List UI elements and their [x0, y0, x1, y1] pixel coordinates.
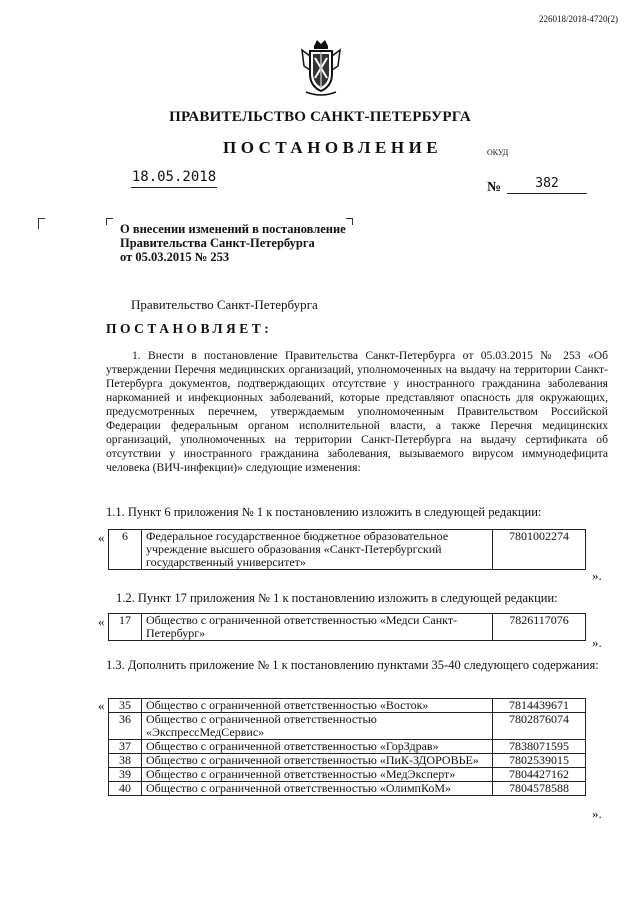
quote-close: ». — [592, 806, 602, 821]
government-title: ПРАВИТЕЛЬСТВО САНКТ-ПЕТЕРБУРГА — [169, 109, 471, 125]
organization-name: Общество с ограниченной ответственностью «Восток» — [142, 699, 493, 713]
table-row — [109, 530, 586, 570]
row-number: 6 — [109, 530, 142, 570]
subject-line: от 05.03.2015 № 253 — [120, 250, 230, 264]
tax-id: 7802539015 — [493, 754, 586, 768]
corner-mark — [38, 218, 45, 229]
amendment-table-3 — [108, 698, 586, 796]
tax-id: 7814439671 — [493, 699, 586, 713]
document-type: ПОСТАНОВЛЕНИЕ — [223, 138, 443, 157]
tax-id: 7801002274 — [493, 530, 586, 570]
paragraph-1: 1. Внести в постановление Правительства Санкт-Петербурга от 05.03.2015 № 253 «Об утверждении Перечня медицинских организаций, уполномоченных на выдачу на территории Санкт-Петербурга документов, подтверждающих отсутствие у иностранного гражданина заболевания наркоманией и инфекционных заболеваний, которые представляют опасность для окружающих, предусмотренных перечнем, утверждаемым уполномоченным Правительством Российской Федерации федеральным органом исполнительной власти, а также Перечня медицинских организаций, уполномоченных на территории Санкт-Петербурга на выдачу сертификата об отсутствии у иностранного гражданина заболевания, вызываемого вирусом иммунодефицита человека (ВИЧ-инфекции)» следующие изменения: — [106, 349, 608, 474]
paragraph-1-3: 1.3. Дополнить приложение № 1 к постановлению пунктами 35-40 следующего содержания: — [106, 658, 599, 672]
document-subject — [120, 222, 346, 264]
number-label: № — [487, 180, 502, 195]
corner-mark — [106, 218, 113, 225]
decree-heading: ПОСТАНОВЛЯЕТ: — [106, 321, 273, 336]
row-number: 36 — [109, 713, 142, 740]
organization-name: Общество с ограниченной ответственностью «ГорЗдрав» — [142, 740, 493, 754]
subject-line: О внесении изменений в постановление — [120, 222, 346, 236]
document-date: 18.05.2018 — [131, 169, 217, 188]
table-row — [109, 699, 586, 713]
row-number: 38 — [109, 754, 142, 768]
row-number: 37 — [109, 740, 142, 754]
organization-name: Федеральное государственное бюджетное образовательное учреждение высшего образования «Санкт-Петербургский государственный университет» — [142, 530, 493, 570]
quote-open: « — [98, 530, 105, 545]
quote-open: « — [98, 614, 105, 629]
organization-name: Общество с ограниченной ответственностью «Медси Санкт-Петербург» — [142, 614, 493, 641]
table-row — [109, 768, 586, 782]
table-row — [109, 614, 586, 641]
quote-close: ». — [592, 568, 602, 583]
row-number: 35 — [109, 699, 142, 713]
quote-close: ». — [592, 635, 602, 650]
table-row — [109, 713, 586, 740]
tax-id: 7804578588 — [493, 782, 586, 796]
issuer-line: Правительство Санкт-Петербурга — [131, 297, 318, 312]
tax-id: 7838071595 — [493, 740, 586, 754]
tax-id: 7804427162 — [493, 768, 586, 782]
row-number: 40 — [109, 782, 142, 796]
amendment-table-2 — [108, 613, 586, 641]
organization-name: Общество с ограниченной ответственностью «МедЭксперт» — [142, 768, 493, 782]
organization-name: Общество с ограниченной ответственностью «ОлимпКоМ» — [142, 782, 493, 796]
amendment-table-1 — [108, 529, 586, 570]
tax-id: 7802876074 — [493, 713, 586, 740]
table-row — [109, 740, 586, 754]
coat-of-arms-icon — [298, 36, 344, 98]
document-number: 382 — [507, 176, 587, 194]
corner-mark — [346, 218, 353, 225]
paragraph-1-2: 1.2. Пункт 17 приложения № 1 к постановлению изложить в следующей редакции: — [116, 591, 558, 605]
row-number: 39 — [109, 768, 142, 782]
table-row — [109, 754, 586, 768]
organization-name: Общество с ограниченной ответственностью «ЭкспрессМедСервис» — [142, 713, 493, 740]
table-row — [109, 782, 586, 796]
row-number: 17 — [109, 614, 142, 641]
okud-label: ОКУД — [487, 148, 509, 157]
quote-open: « — [98, 698, 105, 713]
paragraph-1-1: 1.1. Пункт 6 приложения № 1 к постановлению изложить в следующей редакции: — [106, 505, 542, 519]
tax-id: 7826117076 — [493, 614, 586, 641]
organization-name: Общество с ограниченной ответственностью «ПиК-ЗДОРОВЬЕ» — [142, 754, 493, 768]
document-id: 226018/2018-4720(2) — [539, 14, 618, 24]
subject-line: Правительства Санкт-Петербурга — [120, 236, 315, 250]
